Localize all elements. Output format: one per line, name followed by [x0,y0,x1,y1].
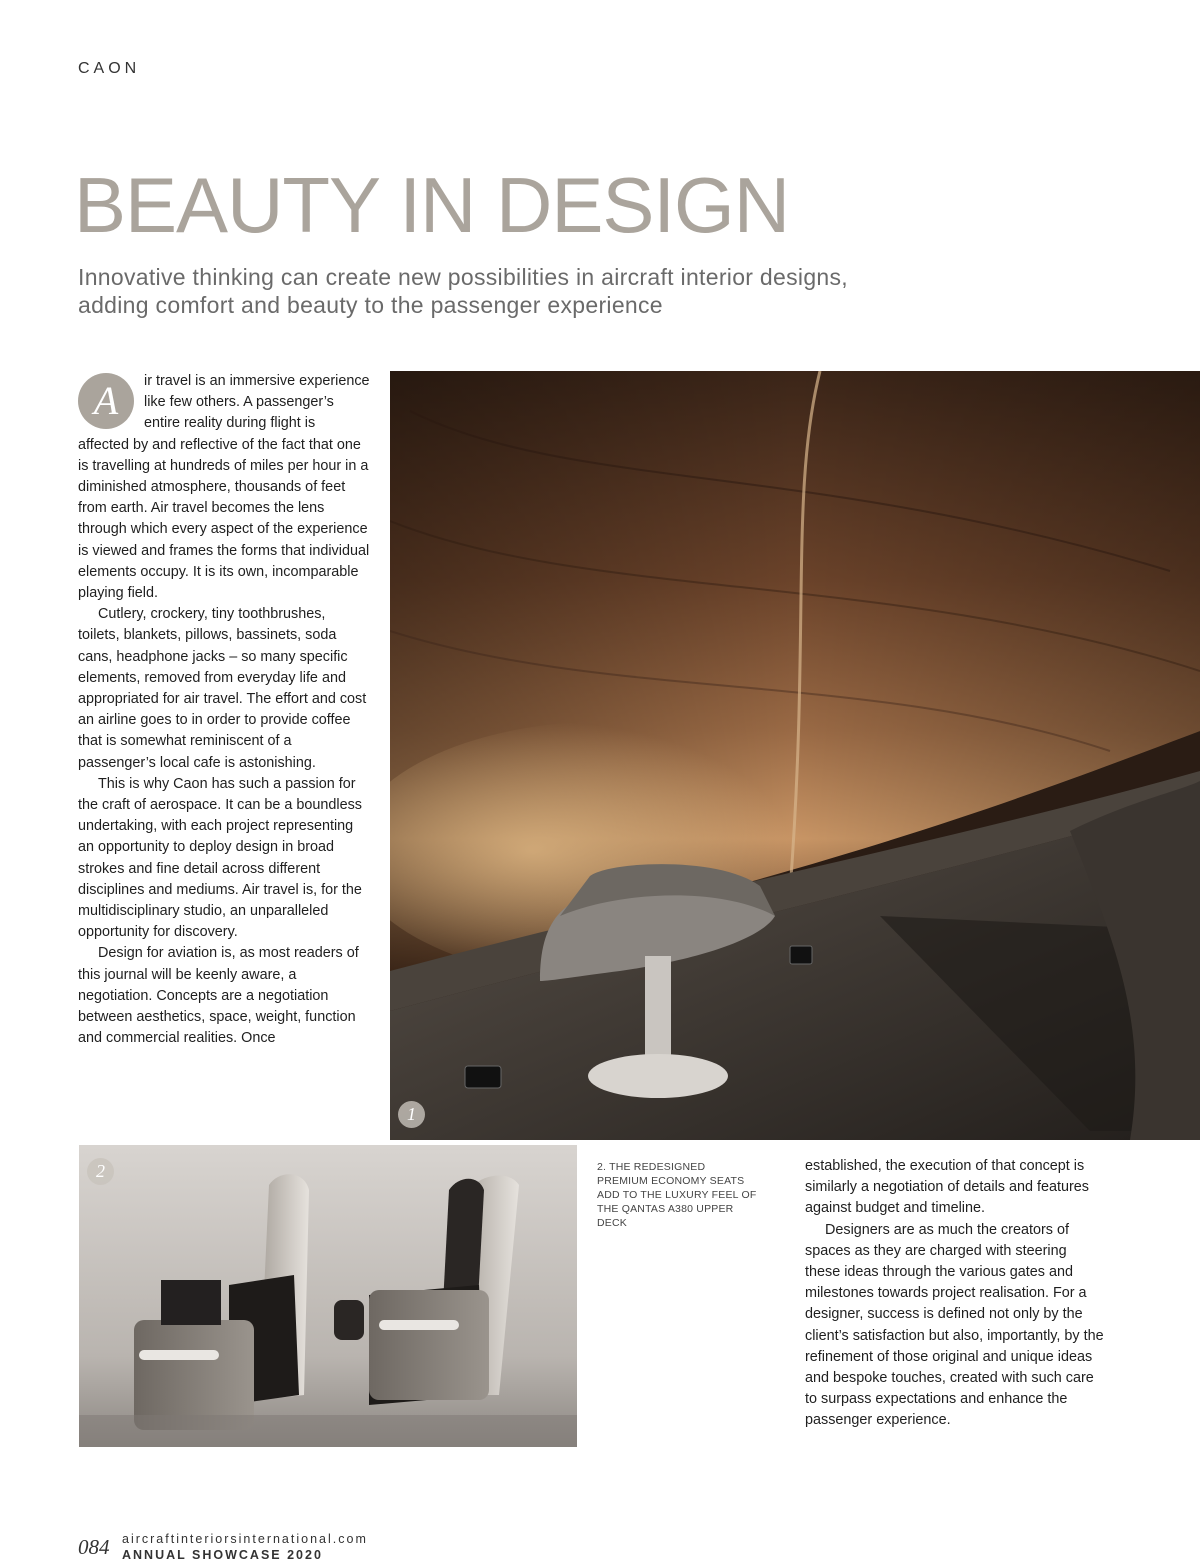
body-column-left [78,371,370,1050]
body-paragraph: established, the execution of that concept is similarly a negotiation of details and features against budget and timeline. [805,1158,1089,1217]
article-standfirst: Innovative thinking can create new possibilities in aircraft interior designs, adding comfort and beauty to the passenger experience [78,264,849,318]
page-number: 084 [78,1535,110,1559]
seats-illustration [79,1145,577,1447]
photo-number-badge: 1 [398,1101,425,1128]
photo-number-badge: 2 [87,1158,114,1185]
body-paragraph: A ir travel is an immersive experience like few others. A passenger’s entire reality during flight is affected by and reflective of the fact that one is travelling at hundreds of miles per hour in a diminished atmosphere, thousands of feet from earth. Air travel becomes the lens through which every aspect of the experience is viewed and frames the forms that individual elements occupy. It is its own, incomparable playing field. [78,373,370,602]
body-paragraph: This is why Caon has such a passion for the craft of aerospace. It can be a boundless undertaking, with each project representing an opportunity to deploy design in broad strokes and fine detail across different disciplines and mediums. Air travel is, for the multidisciplinary studio, an unparalleled opportunity for discovery. [78,775,362,941]
cabin-illustration [390,371,1200,1140]
body-paragraph: Designers are as much the creators of spaces as they are charged with steering these ideas through the various gates and milestones towards project realisation. For a designer, success is defined not only by the client’s satisfaction but also, importantly, by the refinement of those original and unique ideas and bespoke touches, created with such care to surpass expectations and enhance the passenger experience. [805,1221,1104,1429]
photo-caption: 2. THE REDESIGNED PREMIUM ECONOMY SEATS ADD TO THE LUXURY FEEL OF THE QANTAS A380 UPPER DECK [597,1161,757,1229]
footer-issue: ANNUAL SHOWCASE 2020 [122,1548,323,1562]
photo-premium-economy-seats [79,1145,577,1447]
body-column-right [805,1156,1105,1432]
article-title: BEAUTY IN DESIGN [74,161,790,249]
photo-cabin-suite [390,371,1200,1140]
body-paragraph: Cutlery, crockery, tiny toothbrushes, toilets, blankets, pillows, bassinets, soda cans, headphone jacks – so many specific elements, removed from everyday life and appropriated for air travel. The effort and cost an airline goes to in order to provide coffee that is somewhat reminiscent of a passenger’s local cafe is astonishing. [78,606,367,771]
footer-website: aircraftinteriorsinternational.com [122,1532,368,1546]
body-paragraph: Design for aviation is, as most readers of this journal will be keenly aware, a negotiation. Concepts are a negotiation between aesthetics, space, weight, function and commercial realities. Once [78,945,359,1047]
drop-cap: A [78,373,134,429]
section-label: CAON [78,60,141,77]
